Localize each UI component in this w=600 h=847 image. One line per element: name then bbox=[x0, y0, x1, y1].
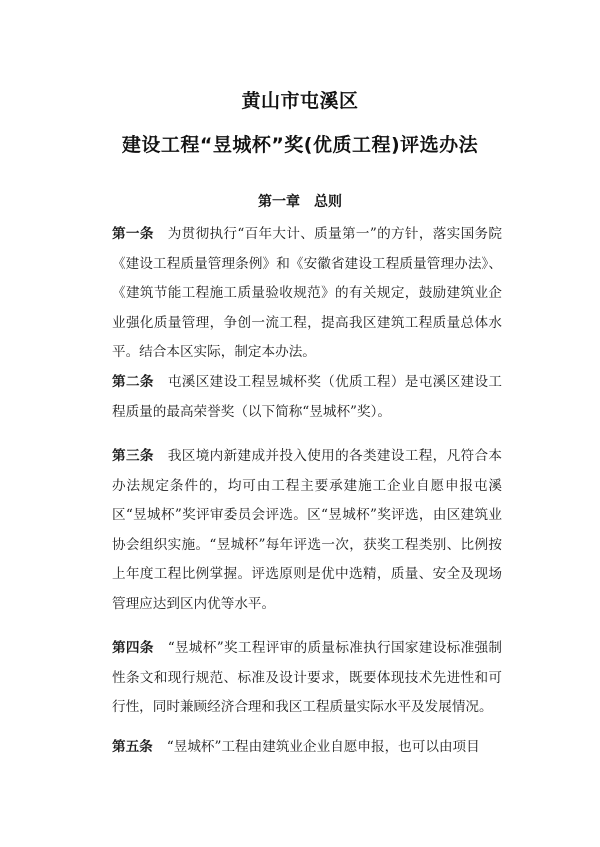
article-text: “昱城杯”奖工程评审的质量标准执行国家建设标准强制性条文和现行规范、标准及设计要求，既要体现技术先进性和可行性，同时兼顾经济合理和我区工程质量实际水平及发展情况。 bbox=[112, 640, 502, 715]
article-2 bbox=[112, 368, 502, 427]
article-label: 第三条 bbox=[112, 448, 154, 464]
article-label: 第五条 bbox=[112, 739, 153, 755]
article-label: 第一条 bbox=[112, 226, 154, 242]
chapter-heading: 第一章 总则 bbox=[258, 194, 342, 210]
article-5 bbox=[112, 733, 502, 763]
document-title-line2: 建设工程“昱城杯”奖(优质工程)评选办法 bbox=[121, 134, 479, 156]
article-text: “昱城杯”工程由建筑业企业自愿申报，也可以由项目 bbox=[166, 739, 480, 755]
document-title-line1: 黄山市屯溪区 bbox=[241, 90, 359, 112]
article-text: 屯溪区建设工程昱城杯奖（优质工程）是屯溪区建设工程质量的最高荣誉奖（以下简称“昱城杯”奖）。 bbox=[112, 374, 503, 420]
article-text: 我区境内新建成并投入使用的各类建设工程，凡符合本办法规定条件的，均可由工程主要承建施工企业自愿申报屯溪区“昱城杯”奖评审委员会评选。区“昱城杯”奖评选，由区建筑业协会组织实施。“昱城杯”每年评选一次，获奖工程类别、比例按上年度工程比例掌握。评选原则是优中选精，质量、安全及现场管理应达到区内优等水平。 bbox=[112, 448, 503, 612]
article-label: 第二条 bbox=[112, 374, 154, 390]
article-text: 为贯彻执行“百年大计、质量第一”的方针，落实国务院《建设工程质量管理条例》和《安徽省建设工程质量管理办法》、《建筑节能工程施工质量验收规范》的有关规定，鼓励建筑业企业强化质量管理，争创一流工程，提高我区建筑工程质量总体水平。结合本区实际，制定本办法。 bbox=[112, 226, 502, 360]
article-3 bbox=[112, 442, 502, 619]
article-label: 第四条 bbox=[112, 640, 154, 656]
article-1 bbox=[112, 220, 502, 368]
article-4 bbox=[112, 634, 502, 723]
